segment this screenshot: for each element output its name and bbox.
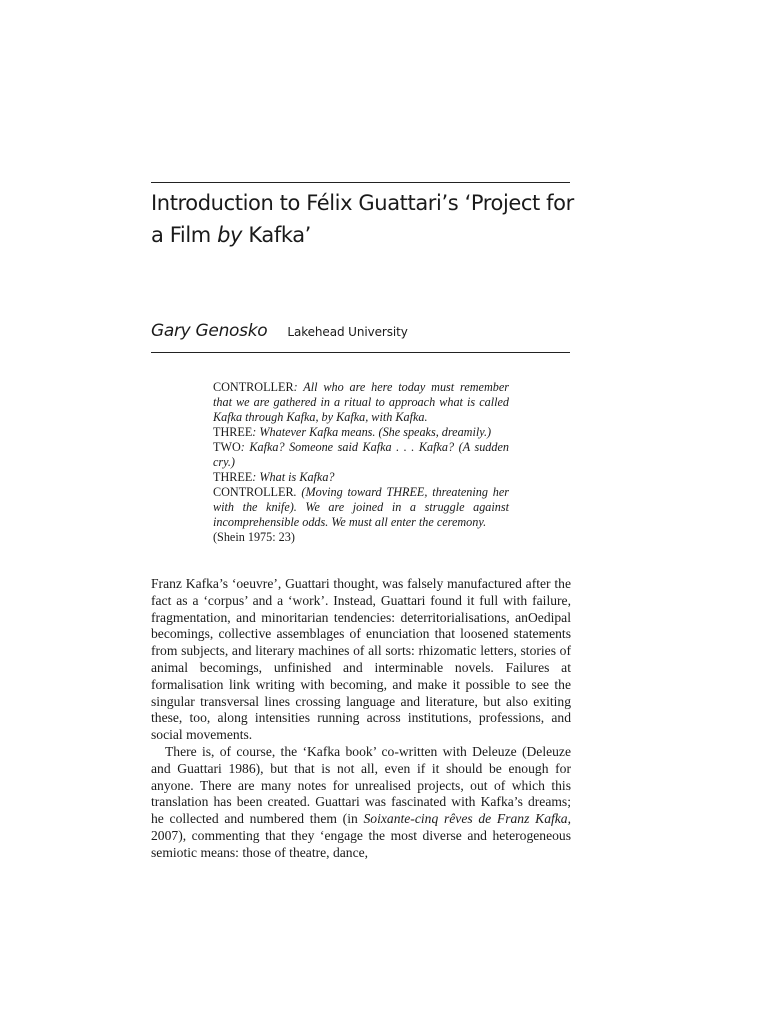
body-paragraph-2 (151, 744, 571, 862)
byline-bottom-rule (151, 352, 570, 353)
epigraph-dialogue: : Kafka? Someone said Kafka . . . Kafka? (A sudden cry.) (213, 440, 509, 469)
epigraph-dialogue: : Whatever Kafka means. (She speaks, dreamily.) (252, 425, 492, 439)
body-text (151, 576, 571, 862)
epigraph-citation: (Shein 1975: 23) (213, 530, 295, 544)
title-line-2 (151, 219, 591, 251)
body-paragraph-1: Franz Kafka’s ‘oeuvre’, Guattari thought, was falsely manufactured after the fact as a ‘corpus’ and a ‘work’. Instead, Guattari found it full with failure, fragmentation, and minoritarian tendencies: deterritorialisations, anOedipal becomings, collective assemblages of enunciation that loosened statements from subjects, and literary machines of all sorts: rhizomatic letters, stories of animal becomings, unfinished and interminable novels. Failures at formalisation link writing with becoming, and make it possible to see the singular transversal lines crossing language and literature, but also exiting these, too, along intensities running across institutions, professions, and social movements. (151, 576, 571, 743)
title-line-2-start: a Film (151, 223, 218, 247)
epigraph-speaker: TWO (213, 440, 241, 454)
byline (151, 321, 570, 341)
epigraph-speaker: CONTROLLER (213, 380, 294, 394)
epigraph-dialogue: . (Moving toward THREE, threatening her with the knife). We are joined in a struggle against incomprehensible odds. We must all enter the ceremony. (213, 485, 509, 529)
epigraph-dialogue: : All who are here today must remember that we are gathered in a ritual to approach what is called Kafka through Kafka, by Kafka, with Kafka. (213, 380, 509, 424)
body-paragraph-2-text-end: , 2007), commenting that they ‘engage the most diverse and heterogeneous semiotic means: those of theatre, dance, (151, 811, 571, 860)
title-top-rule (151, 182, 570, 183)
title-emphasis: by (217, 223, 243, 247)
epigraph (213, 380, 509, 545)
author-name: Gary Genosko (151, 321, 268, 341)
epigraph-speaker: CONTROLLER (213, 485, 294, 499)
epigraph-line (213, 380, 509, 425)
epigraph-speaker: THREE (213, 470, 253, 484)
epigraph-line (213, 485, 509, 530)
epigraph-dialogue: : What is Kafka? (252, 470, 335, 484)
title-line-2-end: Kafka’ (242, 223, 311, 247)
book-title: Soixante-cinq rêves de Franz Kafka (363, 811, 568, 827)
body-paragraph-2-text: There is, of course, the ‘Kafka book’ co-written with Deleuze (Deleuze and Guattari 1986), but that is not all, even if it should be enough for anyone. There are many notes for unrealised projects, out of which this translation has been created. Guattari was fascinated with Kafka’s dreams; he collected and numbered them (in (151, 743, 571, 827)
epigraph-speaker: THREE (213, 425, 253, 439)
epigraph-line (213, 470, 509, 485)
title-line-1: Introduction to Félix Guattari’s ‘Project for (151, 191, 574, 215)
epigraph-line (213, 440, 509, 470)
epigraph-line (213, 425, 509, 440)
author-affiliation: Lakehead University (287, 325, 408, 339)
article-title (151, 187, 591, 251)
